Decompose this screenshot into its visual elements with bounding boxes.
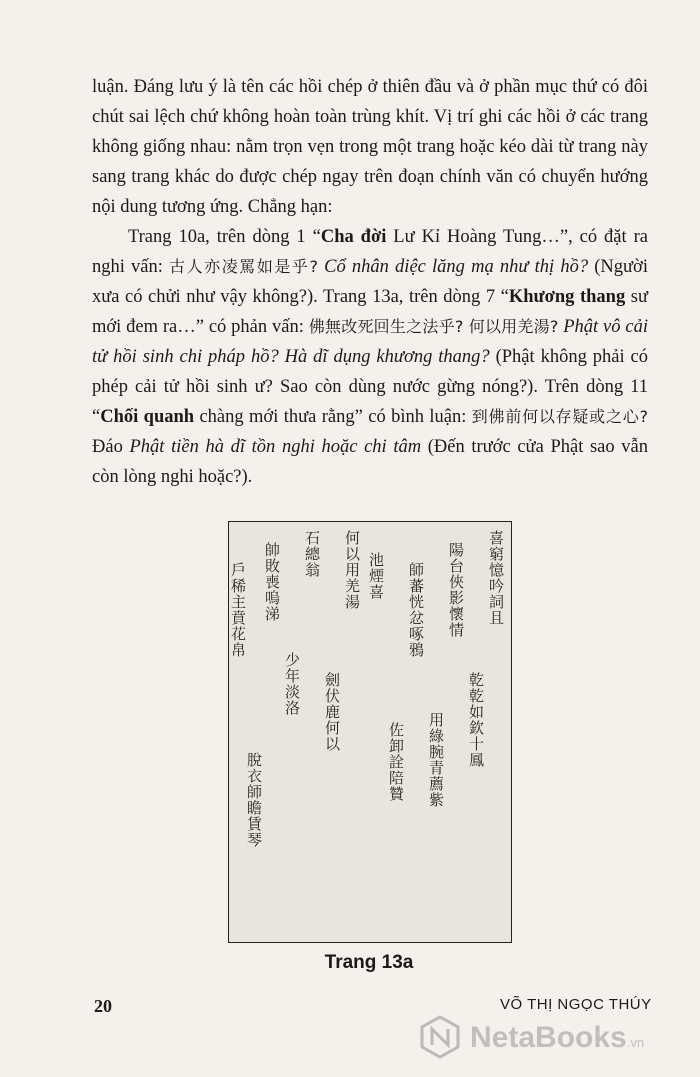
- italic-transliteration: Phật tiền hà dĩ tồn nghi hoặc chi tâm: [129, 437, 422, 457]
- manuscript-column: 少年淡洛: [283, 652, 301, 716]
- han-text: 到佛前何以存疑或之心?: [471, 407, 648, 426]
- watermark-brand: NetaBooks: [470, 1021, 627, 1054]
- han-text: 古人亦凌罵如是乎?: [169, 257, 318, 276]
- watermark: [418, 1015, 698, 1071]
- han-text: 佛無改死回生之法乎? 何以用羌湯?: [308, 317, 559, 336]
- paragraph-examples: [92, 222, 648, 492]
- manuscript-column: 用綠腕青薦紫: [427, 712, 445, 808]
- italic-transliteration: Cổ nhân diệc lăng mạ như thị hồ?: [317, 257, 589, 277]
- manuscript-column: 帥敗喪嗚涕: [263, 542, 281, 622]
- manuscript-column: 何以用羌湯: [343, 530, 361, 610]
- bold-term-choi-quanh: Chối quanh: [100, 407, 195, 427]
- paragraph-intro: luận. Đáng lưu ý là tên các hồi chép ở thiên đầu và ở phần mục thứ có đôi chút sai lệch chứ không hoàn toàn trùng khít. Vị trí ghi các hồi ở các trang không giống nhau: nằm trọn vẹn trong một trang hoặc kéo dài từ trang này sang trang khác do được chép ngay trên đoạn chính văn có chuyển hướng nội dung tương ứng. Chẳng hạn:: [92, 77, 648, 217]
- manuscript-image: [228, 521, 512, 943]
- manuscript-column: 陽台俠影懷情: [447, 542, 465, 638]
- bold-term-khuong-thang: Khương thang: [508, 287, 626, 307]
- manuscript-column: 戶稀主賁花帛: [229, 562, 247, 658]
- bold-term-cha-doi: Cha đời: [320, 227, 387, 247]
- manuscript-column: 喜窮憶吟詞且: [487, 530, 505, 626]
- manuscript-column: 師蕃恍忿啄鴉: [407, 562, 425, 658]
- page-number: 20: [94, 996, 112, 1016]
- author-name: VÕ THỊ NGỌC THÚY: [500, 996, 652, 1013]
- manuscript-column: 劍伏鹿何以: [323, 672, 341, 752]
- text-run: (Người xưa có chửi như vậy không?). Trang 13a, trên dòng 7 “: [92, 257, 648, 307]
- text-run: (Phật không phải có phép cải tử hồi sinh ư? Sao còn dùng nước gừng nóng?). Trên dòng 11 “: [92, 347, 648, 427]
- manuscript-column: 佐卸詮陪贊: [387, 722, 405, 802]
- netabooks-logo-icon: [418, 1015, 462, 1059]
- watermark-suffix: .vn: [626, 1035, 645, 1050]
- text-run: (Đến trước cửa Phật sao vẫn còn lòng nghi hoặc?).: [92, 437, 649, 487]
- watermark-text: [470, 1021, 644, 1055]
- text-run: Đáo: [92, 437, 130, 457]
- text-run: sư mới đem ra…” có phản vấn:: [92, 287, 648, 337]
- text-run: chàng mới thưa rằng” có bình luận:: [194, 407, 472, 427]
- figure-caption: Trang 13a: [324, 952, 414, 973]
- manuscript-column: 石總翁: [303, 530, 321, 578]
- manuscript-column: 脫衣師瞻賃琴: [245, 752, 263, 848]
- manuscript-column: 池煙喜: [367, 552, 385, 600]
- italic-transliteration: Phật vô cải tử hồi sinh chi pháp hồ? Hà dĩ dụng khương thang?: [92, 317, 648, 367]
- manuscript-column: 乾乾如欽十鳳: [467, 672, 485, 768]
- text-run: Lư Kỉ Hoàng Tung…”, có đặt ra nghi vấn:: [92, 227, 648, 277]
- text-run: Trang 10a, trên dòng 1 “: [128, 227, 321, 247]
